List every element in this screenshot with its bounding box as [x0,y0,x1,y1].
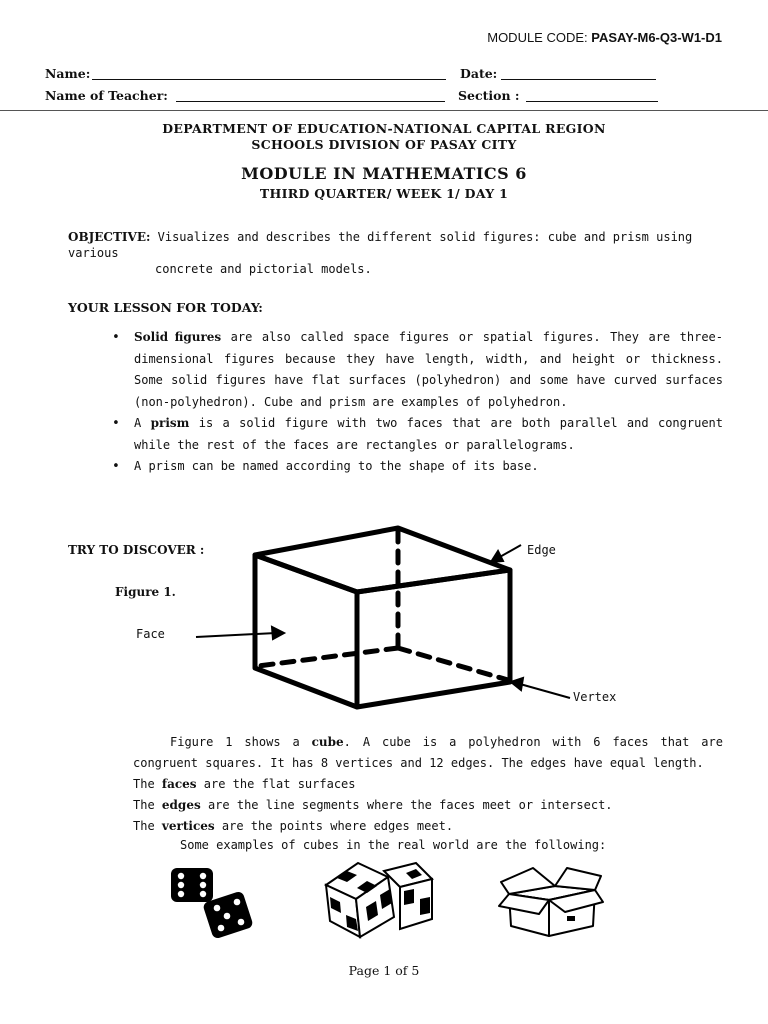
department-title: DEPARTMENT OF EDUCATION-NATIONAL CAPITAL REGION [162,121,606,136]
para-text: The [133,798,162,812]
hidden-edge-left [258,648,398,666]
face-arrow-head [272,627,284,639]
edge-arrow-head [491,551,503,562]
discover-heading: TRY TO DISCOVER : [68,543,205,557]
explanation-paragraph [133,732,723,774]
examples-intro: Some examples of cubes in the real world are the following: [180,838,607,852]
face-arrow [196,633,276,637]
date-label: Date: [460,66,498,81]
term-edges: edges [161,798,201,812]
vertex-label: Vertex [573,690,617,704]
term-cube: cube [311,735,344,749]
module-code-label: MODULE CODE: [487,30,592,45]
cube-front-face [255,555,357,707]
teacher-label: Name of Teacher: [45,88,168,103]
para-text: are the points where edges meet. [214,819,454,833]
bullet-text: A [134,416,151,430]
term-prism: prism [150,416,190,430]
bullet-text: is a solid figure with two faces that are both parallel and congruent while the rest of the faces are rectangles or parallelograms. [134,416,723,452]
objective-text-2: concrete and pictorial models. [155,262,372,276]
bullet-text: are also called space figures or spatial figures. They are three- dimensional figures because they have length, width, and height or thickness. Some solid figures have flat surfaces (polyhedron) and some have curved surfaces (non-polyhedron). Cube and prism are examples of polyhedron. [134,330,723,409]
open-box-icon [497,860,607,940]
para-text: are the flat surfaces [196,777,356,791]
cube-explanation [133,732,723,837]
term-solid-figures: Solid figures [134,330,222,344]
vertex-arrow-head [511,678,523,690]
cube-top-face [255,528,510,592]
objective-label: OBJECTIVE: [68,230,151,244]
section-label: Section : [458,88,520,103]
para-text: Figure 1 shows a [170,735,312,749]
rubiks-cube-icon [316,857,436,939]
faces-definition [133,774,723,795]
bullet-text: A prism can be named according to the shape of its base. [134,459,539,473]
module-title: MODULE IN MATHEMATICS 6 [241,164,527,183]
para-text: The [133,819,162,833]
dice-icon [165,860,270,940]
vertices-definition [133,816,723,837]
module-code-value: PASAY-M6-Q3-W1-D1 [591,30,722,45]
para-text: . A cube is a polyhedron with 6 faces that are congruent squares. It has 8 vertices and 12 edges. The edges have equal length. [133,735,723,770]
para-text: The [133,777,162,791]
page-number: Page 1 of 5 [348,963,420,978]
term-faces: faces [161,777,197,791]
division-title: SCHOOLS DIVISION OF PASAY CITY [251,137,517,152]
hidden-edge-right [398,648,508,680]
term-vertices: vertices [161,819,215,833]
figure-label: Figure 1. [115,585,176,599]
name-label: Name: [45,66,91,81]
vertex-arrow [520,684,570,698]
lesson-heading: YOUR LESSON FOR TODAY: [68,300,263,315]
objective-text-1: Visualizes and describes the different solid figures: cube and prism using various [68,230,693,260]
para-text: are the line segments where the faces meet or intersect. [200,798,613,812]
face-label: Face [136,627,165,641]
edges-definition [133,795,723,816]
edge-label: Edge [527,543,556,557]
quarter-title: THIRD QUARTER/ WEEK 1/ DAY 1 [259,186,509,201]
